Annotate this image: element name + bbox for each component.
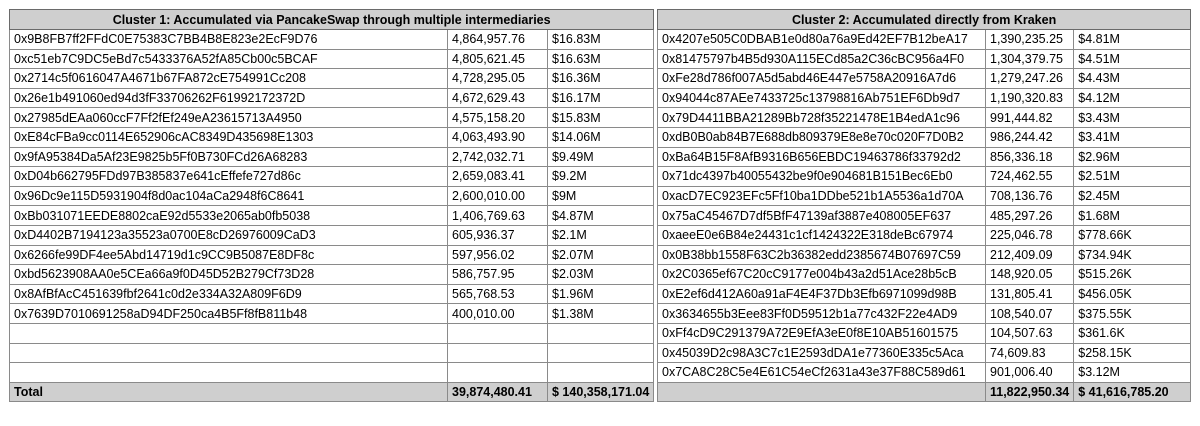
address-cell: 0x81475797b4B5d930A115ECd85a2C36cBC956a4F0 bbox=[658, 49, 986, 69]
value-cell: $2.96M bbox=[1074, 147, 1191, 167]
value-cell: $361.6K bbox=[1074, 323, 1191, 343]
address-cell: 0x26e1b491060ed94d3fF33706262F61992172372D bbox=[10, 88, 448, 108]
value-cell: $16.63M bbox=[548, 49, 654, 69]
address-cell: 0x75aC45467D7df5BfF47139af3887e408005EF637 bbox=[658, 206, 986, 226]
address-cell: 0xE2ef6d412A60a91aF4E4F37Db3Efb6971099d98B bbox=[658, 284, 986, 304]
total-amount: 11,822,950.34 bbox=[986, 382, 1074, 402]
amount-cell: 212,409.09 bbox=[986, 245, 1074, 265]
value-cell: $4.81M bbox=[1074, 30, 1191, 50]
value-cell: $2.45M bbox=[1074, 186, 1191, 206]
total-value: $ 140,358,171.04 bbox=[548, 382, 654, 402]
table-row bbox=[658, 225, 1191, 245]
cluster1-table bbox=[9, 9, 654, 402]
table-row bbox=[658, 167, 1191, 187]
address-cell: 0x2714c5f0616047A4671b67FA872cE754991Cc208 bbox=[10, 69, 448, 89]
value-cell bbox=[548, 343, 654, 363]
amount-cell: 1,406,769.63 bbox=[448, 206, 548, 226]
total-row bbox=[10, 382, 654, 402]
address-cell: 0xFf4cD9C291379A72E9EfA3eE0f8E10AB51601575 bbox=[658, 323, 986, 343]
value-cell: $1.38M bbox=[548, 304, 654, 324]
address-cell: 0x71dc4397b40055432be9f0e904681B151Bec6Eb0 bbox=[658, 167, 986, 187]
address-cell bbox=[10, 323, 448, 343]
amount-cell: 605,936.37 bbox=[448, 225, 548, 245]
address-cell: 0xBb031071EEDE8802caE92d5533e2065ab0fb5038 bbox=[10, 206, 448, 226]
table-row bbox=[658, 265, 1191, 285]
amount-cell: 2,742,032.71 bbox=[448, 147, 548, 167]
table-row bbox=[10, 323, 654, 343]
value-cell: $734.94K bbox=[1074, 245, 1191, 265]
value-cell: $9M bbox=[548, 186, 654, 206]
address-cell: 0xBa64B15F8AfB9316B656EBDC19463786f33792d2 bbox=[658, 147, 986, 167]
value-cell: $456.05K bbox=[1074, 284, 1191, 304]
table-row bbox=[10, 284, 654, 304]
total-label bbox=[658, 382, 986, 402]
amount-cell: 1,304,379.75 bbox=[986, 49, 1074, 69]
value-cell: $2.07M bbox=[548, 245, 654, 265]
total-value: $ 41,616,785.20 bbox=[1074, 382, 1191, 402]
value-cell bbox=[548, 363, 654, 383]
value-cell: $4.43M bbox=[1074, 69, 1191, 89]
amount-cell: 1,190,320.83 bbox=[986, 88, 1074, 108]
amount-cell: 986,244.42 bbox=[986, 127, 1074, 147]
table-row bbox=[10, 245, 654, 265]
table-row bbox=[10, 304, 654, 324]
table-row bbox=[10, 49, 654, 69]
cluster1-title: Cluster 1: Accumulated via PancakeSwap through multiple intermediaries bbox=[10, 10, 654, 30]
address-cell: 0xD4402B7194123a35523a0700E8cD26976009CaD3 bbox=[10, 225, 448, 245]
value-cell: $9.2M bbox=[548, 167, 654, 187]
value-cell: $14.06M bbox=[548, 127, 654, 147]
address-cell: 0xbd5623908AA0e5CEa66a9f0D45D52B279Cf73D28 bbox=[10, 265, 448, 285]
table-row bbox=[658, 108, 1191, 128]
value-cell: $2.03M bbox=[548, 265, 654, 285]
amount-cell: 4,864,957.76 bbox=[448, 30, 548, 50]
address-cell: 0x3634655b3Eee83Ff0D59512b1a77c432F22e4AD9 bbox=[658, 304, 986, 324]
address-cell: 0xdB0B0ab84B7E688db809379E8e8e70c020F7D0B2 bbox=[658, 127, 986, 147]
table-row bbox=[658, 323, 1191, 343]
amount-cell: 104,507.63 bbox=[986, 323, 1074, 343]
amount-cell: 4,672,629.43 bbox=[448, 88, 548, 108]
value-cell: $16.83M bbox=[548, 30, 654, 50]
table-row bbox=[10, 88, 654, 108]
address-cell: 0x8AfBfAcC451639fbf2641c0d2e334A32A809F6D9 bbox=[10, 284, 448, 304]
value-cell: $3.12M bbox=[1074, 363, 1191, 383]
table-row bbox=[10, 167, 654, 187]
value-cell: $2.51M bbox=[1074, 167, 1191, 187]
table-row bbox=[658, 343, 1191, 363]
address-cell: 0x9B8FB7ff2FFdC0E75383C7BB4B8E823e2EcF9D76 bbox=[10, 30, 448, 50]
amount-cell: 586,757.95 bbox=[448, 265, 548, 285]
amount-cell: 597,956.02 bbox=[448, 245, 548, 265]
amount-cell: 724,462.55 bbox=[986, 167, 1074, 187]
table-row bbox=[658, 245, 1191, 265]
table-row bbox=[658, 363, 1191, 383]
address-cell: 0x79D4411BBA21289Bb728f35221478E1B4edA1c96 bbox=[658, 108, 986, 128]
table-row bbox=[658, 206, 1191, 226]
address-cell: 0x0B38bb1558F63C2b36382edd2385674B07697C59 bbox=[658, 245, 986, 265]
value-cell: $15.83M bbox=[548, 108, 654, 128]
amount-cell: 74,609.83 bbox=[986, 343, 1074, 363]
amount-cell: 1,279,247.26 bbox=[986, 69, 1074, 89]
address-cell: 0x9fA95384Da5Af23E9825b5Ff0B730FCd26A68283 bbox=[10, 147, 448, 167]
total-row bbox=[658, 382, 1191, 402]
amount-cell: 108,540.07 bbox=[986, 304, 1074, 324]
table-row bbox=[658, 127, 1191, 147]
value-cell: $375.55K bbox=[1074, 304, 1191, 324]
amount-cell: 901,006.40 bbox=[986, 363, 1074, 383]
table-row bbox=[10, 30, 654, 50]
amount-cell: 4,063,493.90 bbox=[448, 127, 548, 147]
address-cell: 0xD04b662795FDd97B385837e641cEffefe727d86c bbox=[10, 167, 448, 187]
amount-cell: 856,336.18 bbox=[986, 147, 1074, 167]
total-label: Total bbox=[10, 382, 448, 402]
value-cell: $4.87M bbox=[548, 206, 654, 226]
address-cell: 0x7CA8C28C5e4E61C54eCf2631a43e37F88C589d61 bbox=[658, 363, 986, 383]
table-row bbox=[10, 127, 654, 147]
address-cell: 0x45039D2c98A3C7c1E2593dDA1e77360E335c5Aca bbox=[658, 343, 986, 363]
table-row bbox=[658, 147, 1191, 167]
address-cell: 0x2C0365ef67C20cC9177e004b43a2d51Ace28b5cB bbox=[658, 265, 986, 285]
table-row bbox=[10, 343, 654, 363]
address-cell: 0xFe28d786f007A5d5abd46E447e5758A20916A7d6 bbox=[658, 69, 986, 89]
table-row bbox=[658, 88, 1191, 108]
address-cell: 0x7639D7010691258aD94DF250ca4B5Ff8fB811b48 bbox=[10, 304, 448, 324]
amount-cell: 4,728,295.05 bbox=[448, 69, 548, 89]
amount-cell: 991,444.82 bbox=[986, 108, 1074, 128]
amount-cell: 565,768.53 bbox=[448, 284, 548, 304]
table-row bbox=[10, 69, 654, 89]
table-row bbox=[10, 265, 654, 285]
address-cell: 0x94044c87AEe7433725c13798816Ab751EF6Db9d7 bbox=[658, 88, 986, 108]
table-row bbox=[658, 30, 1191, 50]
address-cell: 0x6266fe99DF4ee5Abd14719d1c9CC9B5087E8DF8c bbox=[10, 245, 448, 265]
value-cell: $4.51M bbox=[1074, 49, 1191, 69]
table-row bbox=[658, 49, 1191, 69]
value-cell bbox=[548, 323, 654, 343]
address-cell: 0x27985dEAa060ccF7Ff2fEf249eA23615713A4950 bbox=[10, 108, 448, 128]
amount-cell: 131,805.41 bbox=[986, 284, 1074, 304]
value-cell: $2.1M bbox=[548, 225, 654, 245]
value-cell: $1.96M bbox=[548, 284, 654, 304]
value-cell: $4.12M bbox=[1074, 88, 1191, 108]
amount-cell: 400,010.00 bbox=[448, 304, 548, 324]
value-cell: $9.49M bbox=[548, 147, 654, 167]
table-row bbox=[10, 206, 654, 226]
cluster2-table bbox=[657, 9, 1191, 402]
address-cell: 0x96Dc9e115D5931904f8d0ac104aCa2948f6C8641 bbox=[10, 186, 448, 206]
amount-cell bbox=[448, 323, 548, 343]
address-cell: 0xaeeE0e6B84e24431c1cf1424322E318deBc67974 bbox=[658, 225, 986, 245]
table-row bbox=[658, 304, 1191, 324]
address-cell bbox=[10, 363, 448, 383]
value-cell: $3.41M bbox=[1074, 127, 1191, 147]
amount-cell: 148,920.05 bbox=[986, 265, 1074, 285]
address-cell bbox=[10, 343, 448, 363]
amount-cell: 4,805,621.45 bbox=[448, 49, 548, 69]
amount-cell: 1,390,235.25 bbox=[986, 30, 1074, 50]
table-row bbox=[658, 69, 1191, 89]
address-cell: 0x4207e505C0DBAB1e0d80a76a9Ed42EF7B12beA17 bbox=[658, 30, 986, 50]
address-cell: 0xacD7EC923EFc5Ff10ba1DDbe521b1A5536a1d70A bbox=[658, 186, 986, 206]
total-amount: 39,874,480.41 bbox=[448, 382, 548, 402]
address-cell: 0xc51eb7C9DC5eBd7c5433376A52fA85Cb00c5BCAF bbox=[10, 49, 448, 69]
table-row bbox=[10, 108, 654, 128]
table-row bbox=[658, 284, 1191, 304]
amount-cell: 2,600,010.00 bbox=[448, 186, 548, 206]
value-cell: $1.68M bbox=[1074, 206, 1191, 226]
amount-cell: 2,659,083.41 bbox=[448, 167, 548, 187]
table-row bbox=[10, 186, 654, 206]
value-cell: $16.17M bbox=[548, 88, 654, 108]
value-cell: $16.36M bbox=[548, 69, 654, 89]
amount-cell bbox=[448, 343, 548, 363]
amount-cell: 708,136.76 bbox=[986, 186, 1074, 206]
address-cell: 0xE84cFBa9cc0114E652906cAC8349D435698E1303 bbox=[10, 127, 448, 147]
value-cell: $778.66K bbox=[1074, 225, 1191, 245]
value-cell: $258.15K bbox=[1074, 343, 1191, 363]
table-row bbox=[10, 147, 654, 167]
table-row bbox=[10, 363, 654, 383]
cluster2-title: Cluster 2: Accumulated directly from Kraken bbox=[658, 10, 1191, 30]
amount-cell: 485,297.26 bbox=[986, 206, 1074, 226]
table-row bbox=[658, 186, 1191, 206]
amount-cell: 225,046.78 bbox=[986, 225, 1074, 245]
value-cell: $3.43M bbox=[1074, 108, 1191, 128]
amount-cell bbox=[448, 363, 548, 383]
value-cell: $515.26K bbox=[1074, 265, 1191, 285]
amount-cell: 4,575,158.20 bbox=[448, 108, 548, 128]
table-row bbox=[10, 225, 654, 245]
